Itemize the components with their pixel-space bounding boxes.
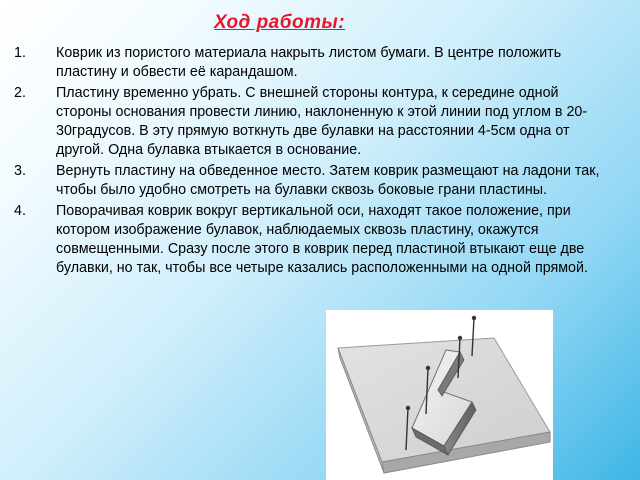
step-text: Поворачивая коврик вокруг вертикальной оси, находят такое положение, при котором изображение булавок, наблюдаемых сквозь пластину, окажутся совмещенными. Сразу после этого в коврик перед пластиной втыкают еще две булавки, но так, чтобы все четыре казались расположенными на одной прямой. (56, 203, 588, 276)
procedure-step (14, 44, 614, 82)
procedure-step (14, 84, 614, 160)
experiment-illustration (326, 310, 553, 480)
procedure-step (14, 162, 614, 200)
step-number: 4. (14, 203, 26, 219)
step-number: 2. (14, 85, 26, 101)
step-number: 3. (14, 163, 26, 179)
slide-title: Ход работы: (214, 12, 346, 33)
procedure-list (14, 44, 614, 280)
step-text: Вернуть пластину на обведенное место. Затем коврик размещают на ладони так, чтобы было удобно смотреть на булавки сквозь боковые грани пластины. (56, 163, 600, 198)
procedure-step (14, 202, 614, 278)
step-text: Пластину временно убрать. С внешней стороны контура, к середине одной стороны основания провести линию, наклоненную к этой линии под углом в 20-30градусов. В эту прямую воткнуть две булавки на расстоянии 4-5см одна от другой. Одна булавка втыкается в основание. (56, 85, 588, 158)
step-number: 1. (14, 45, 26, 61)
plate-with-pins-drawing (326, 310, 553, 480)
step-text: Коврик из пористого материала накрыть листом бумаги. В центре положить пластину и обвести её карандашом. (56, 45, 562, 80)
